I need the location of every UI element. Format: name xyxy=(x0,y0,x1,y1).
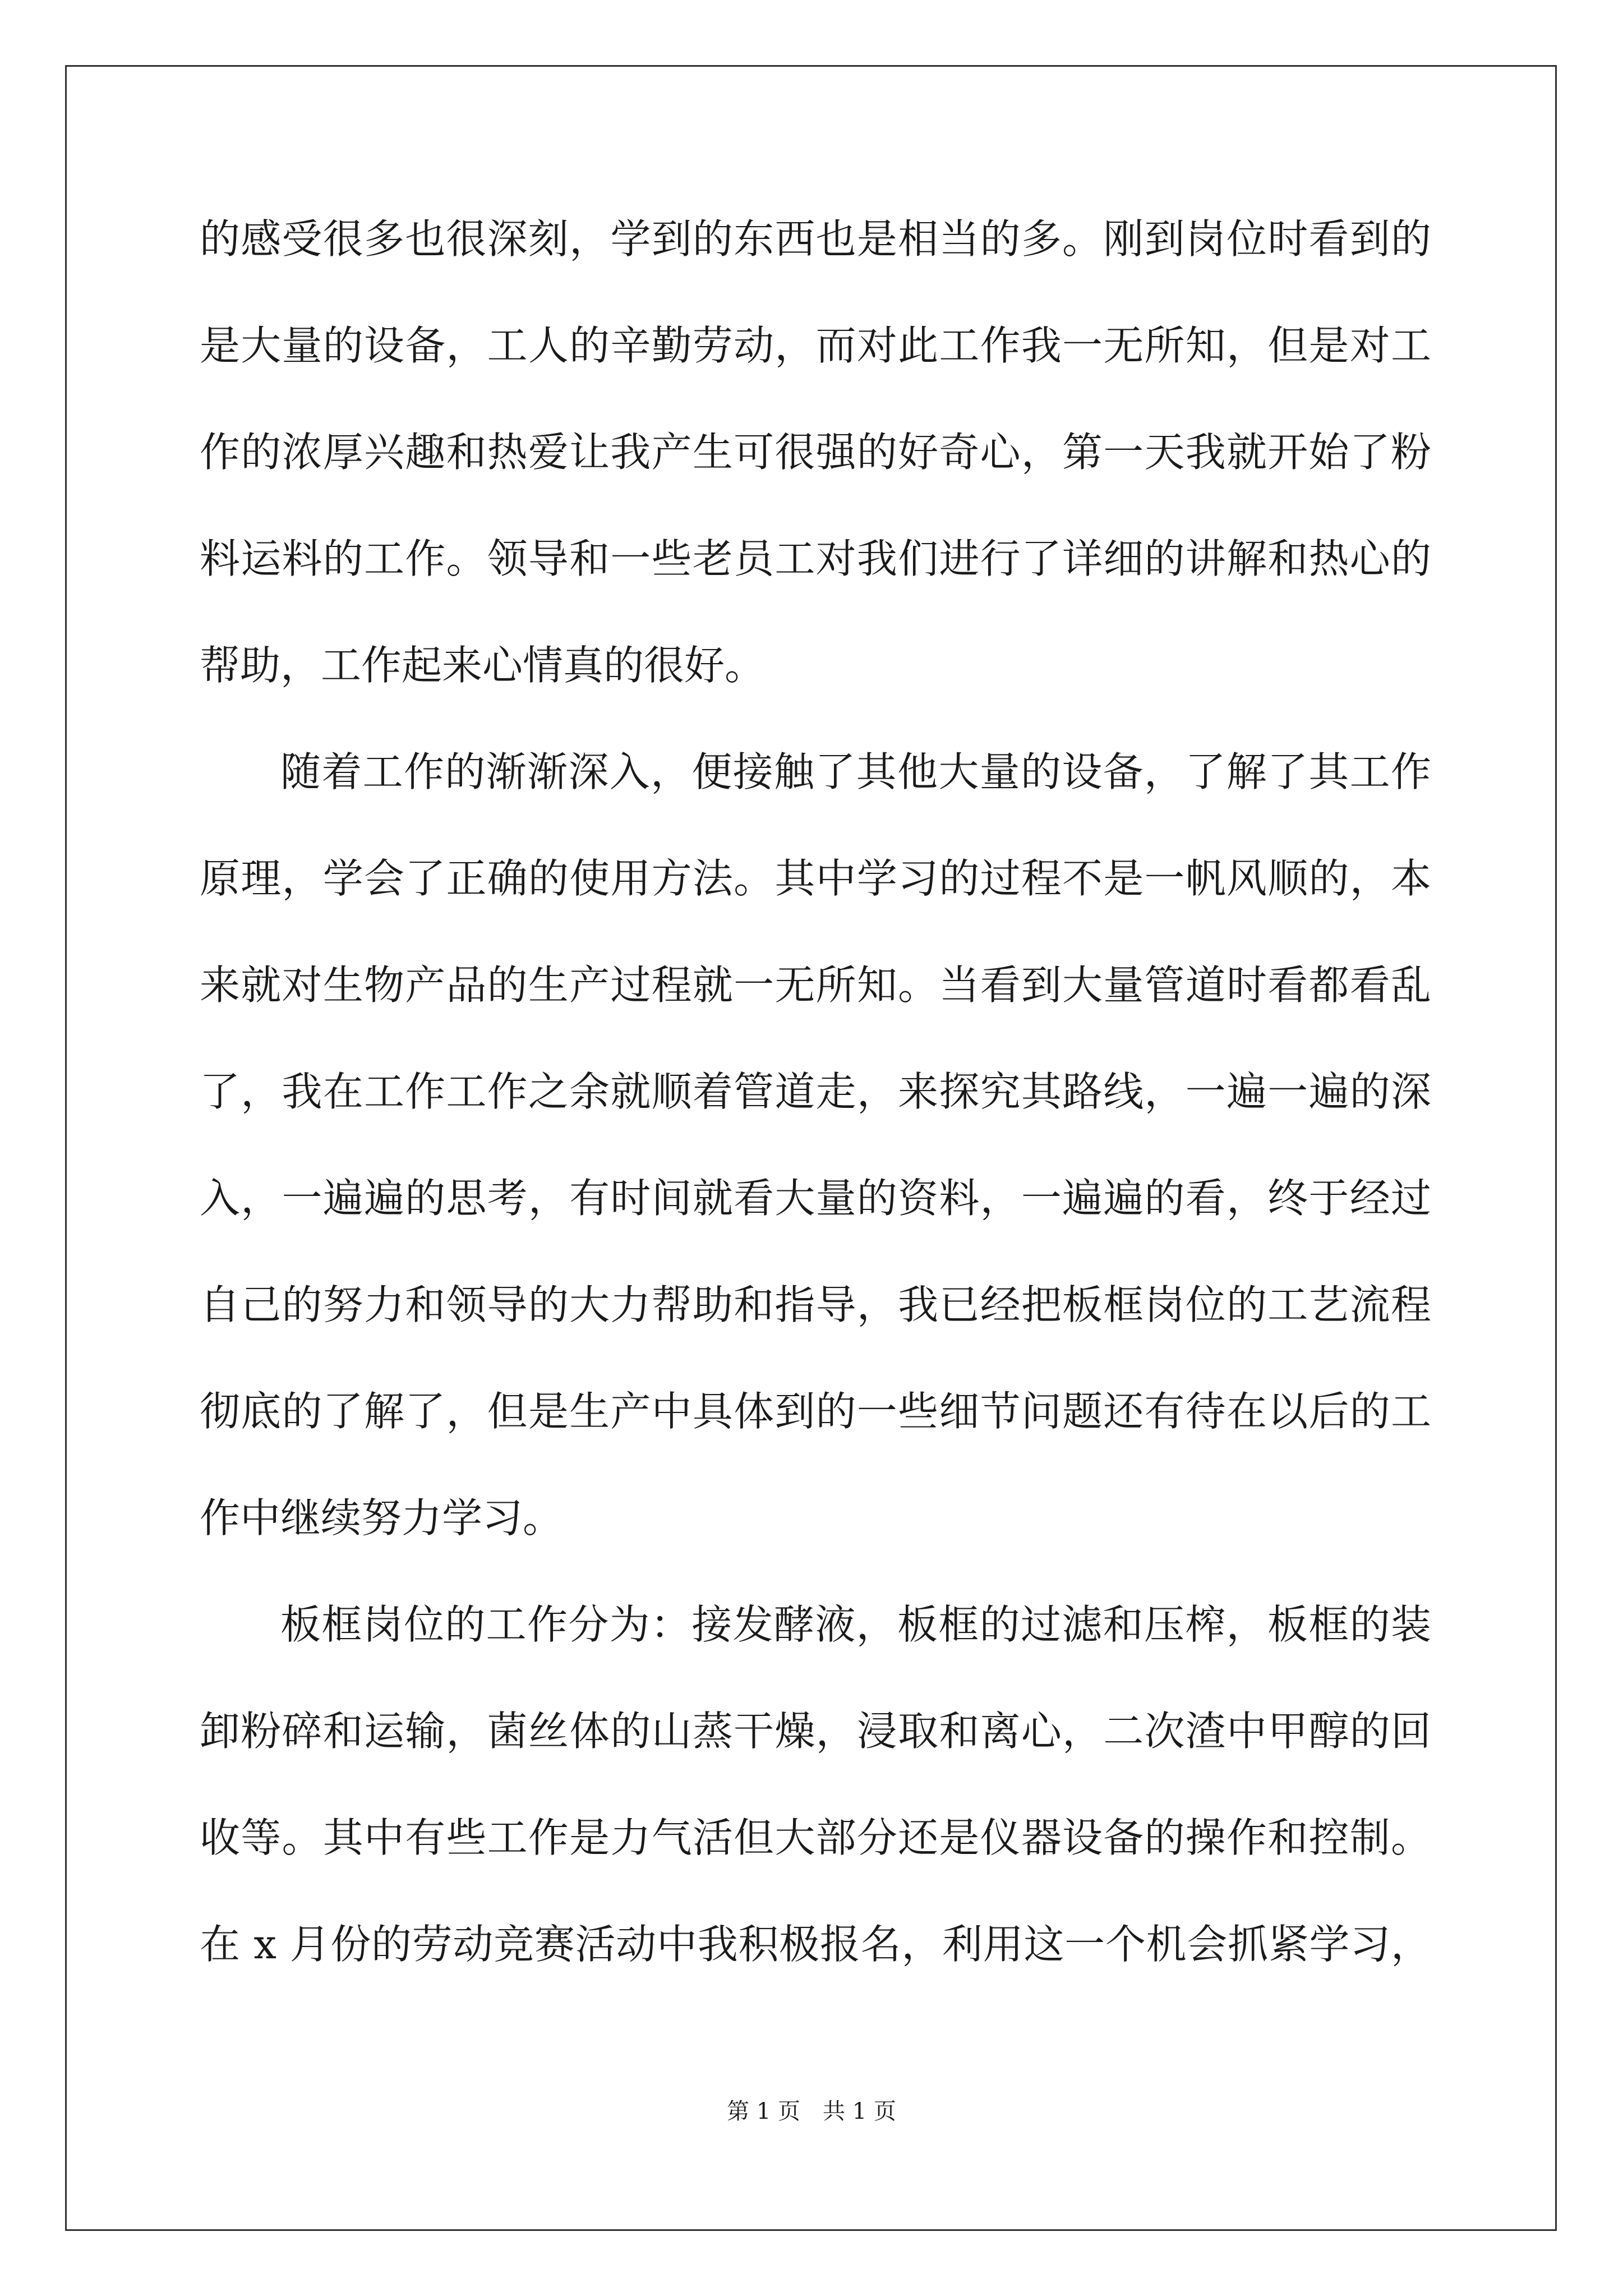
text-line: 板框岗位的工作分为：接发酵液，板框的过滤和压榨，板框的装 xyxy=(280,1601,1431,1648)
text-line: 是大量的设备，工人的辛勤劳动，而对此工作我一无所知，但是对工 xyxy=(200,322,1431,369)
text-line: 料运料的工作。领导和一些老员工对我们进行了详细的讲解和热心的 xyxy=(200,535,1431,582)
text-line: 了，我在工作工作之余就顺着管道走，来探究其路线，一遍一遍的深 xyxy=(200,1068,1431,1115)
text-line: 作的浓厚兴趣和热爱让我产生可很强的好奇心，第一天我就开始了粉 xyxy=(200,429,1431,476)
text-line: 来就对生物产品的生产过程就一无所知。当看到大量管道时看都看乱 xyxy=(200,961,1431,1009)
text-line: 卸粉碎和运输，菌丝体的山蒸干燥，浸取和离心，二次渣中甲醇的回 xyxy=(200,1708,1431,1755)
text-line: 收等。其中有些工作是力气活但大部分还是仪器设备的操作和控制。 xyxy=(200,1814,1431,1861)
text-line: 入，一遍遍的思考，有时间就看大量的资料，一遍遍的看，终于经过 xyxy=(200,1175,1431,1222)
text-line: 作中继续努力学习。 xyxy=(200,1494,564,1542)
text-line: 在 x 月份的劳动竞赛活动中我积极报名，利用这一个机会抓紧学习， xyxy=(200,1921,1431,1968)
page-footer: 第 1 页 共 1 页 xyxy=(727,2099,896,2124)
text-line: 随着工作的渐渐深入，便接触了其他大量的设备，了解了其工作 xyxy=(280,748,1431,795)
text-line: 帮助，工作起来心情真的很好。 xyxy=(200,642,766,689)
document-body xyxy=(200,215,1431,2031)
text-line: 的感受很多也很深刻，学到的东西也是相当的多。刚到岗位时看到的 xyxy=(200,215,1431,263)
text-line: 自己的努力和领导的大力帮助和指导，我已经把板框岗位的工艺流程 xyxy=(200,1281,1431,1328)
text-line: 彻底的了解了，但是生产中具体到的一些细节问题还有待在以后的工 xyxy=(200,1388,1431,1435)
text-line: 原理，学会了正确的使用方法。其中学习的过程不是一帆风顺的，本 xyxy=(200,855,1431,902)
